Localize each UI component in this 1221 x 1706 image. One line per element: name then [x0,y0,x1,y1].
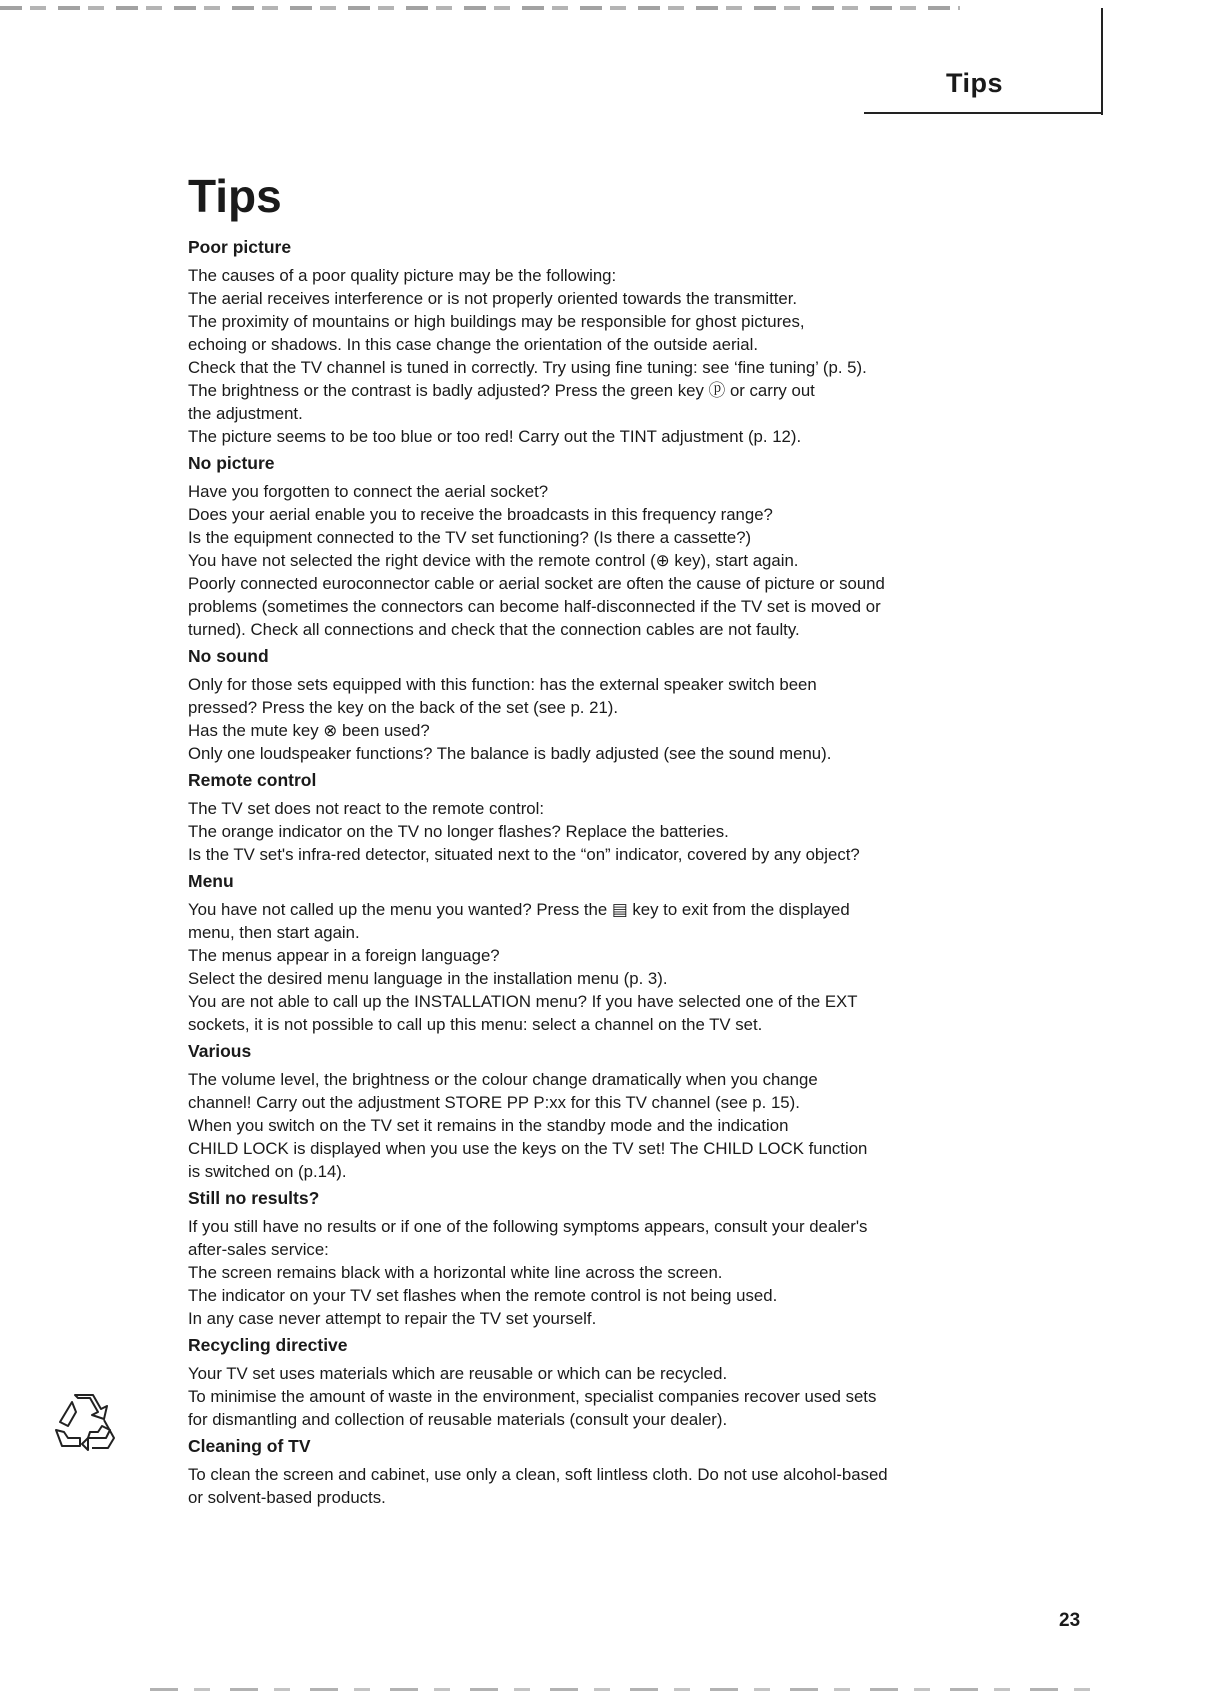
section-line: for dismantling and collection of reusable materials (consult your dealer). [188,1410,728,1429]
section-heading: Poor picture [188,237,292,257]
section-line: Your TV set uses materials which are reusable or which can be recycled. [188,1364,728,1383]
section-line: menu, then start again. [188,923,360,942]
tips-section [188,449,1008,641]
section-line: sockets, it is not possible to call up this menu: select a channel on the TV set. [188,1015,763,1034]
section-line: The aerial receives interference or is not properly oriented towards the transmitter. [188,289,798,308]
section-line: To minimise the amount of waste in the environment, specialist companies recover used sets [188,1387,877,1406]
section-line: is switched on (p.14). [188,1162,347,1181]
section-line: The causes of a poor quality picture may be the following: [188,266,617,285]
section-line: In any case never attempt to repair the TV set yourself. [188,1309,597,1328]
section-heading: Recycling directive [188,1335,348,1355]
section-line: You have not called up the menu you wanted? Press the ▤ key to exit from the displayed [188,900,850,919]
section-line: When you switch on the TV set it remains in the standby mode and the indication [188,1116,789,1135]
section-heading: Remote control [188,770,317,790]
section-line: You have not selected the right device with the remote control (⊕ key), start again. [188,551,799,570]
section-line: You are not able to call up the INSTALLATION menu? If you have selected one of the EXT [188,992,858,1011]
tips-section [188,1184,1008,1330]
section-heading: Still no results? [188,1188,320,1208]
section-line: The brightness or the contrast is badly adjusted? Press the green key ⓟ or carry out [188,381,815,400]
section-heading: No picture [188,453,275,473]
tips-section [188,867,1008,1036]
page-title: Tips [188,170,282,222]
section-line: Does your aerial enable you to receive the broadcasts in this frequency range? [188,505,773,524]
tips-content [188,233,1008,1510]
section-line: or solvent-based products. [188,1488,386,1507]
section-line: The screen remains black with a horizontal white line across the screen. [188,1263,723,1282]
tips-section [188,1037,1008,1183]
tips-section [188,766,1008,866]
section-heading: Various [188,1041,252,1061]
section-heading: Cleaning of TV [188,1436,311,1456]
section-heading: No sound [188,646,269,666]
section-line: Only for those sets equipped with this function: has the external speaker switch been [188,675,817,694]
recycle-icon [48,1392,120,1464]
header-rule-horizontal [864,112,1102,114]
section-line: Has the mute key ⊗ been used? [188,721,430,740]
section-line: The indicator on your TV set flashes when the remote control is not being used. [188,1286,778,1305]
section-line: the adjustment. [188,404,303,423]
section-line: The menus appear in a foreign language? [188,946,500,965]
section-line: Only one loudspeaker functions? The balance is badly adjusted (see the sound menu). [188,744,832,763]
section-line: The orange indicator on the TV no longer flashes? Replace the batteries. [188,822,729,841]
section-line: CHILD LOCK is displayed when you use the keys on the TV set! The CHILD LOCK function [188,1139,868,1158]
section-line: The TV set does not react to the remote control: [188,799,545,818]
section-line: Select the desired menu language in the installation menu (p. 3). [188,969,668,988]
section-line: echoing or shadows. In this case change the orientation of the outside aerial. [188,335,758,354]
section-line: after-sales service: [188,1240,329,1259]
section-line: Poorly connected euroconnector cable or aerial socket are often the cause of picture or sound [188,574,885,593]
scan-artifact-top [0,6,960,10]
section-line: Is the TV set's infra-red detector, situated next to the “on” indicator, covered by any object? [188,845,860,864]
section-line: turned). Check all connections and check that the connection cables are not faulty. [188,620,800,639]
section-heading: Menu [188,871,234,891]
section-line: problems (sometimes the connectors can become half-disconnected if the TV set is moved or [188,597,881,616]
page-number: 23 [1059,1610,1081,1631]
tips-section [188,1331,1008,1431]
section-line: To clean the screen and cabinet, use only a clean, soft lintless cloth. Do not use alcohol-based [188,1465,888,1484]
section-line: pressed? Press the key on the back of the set (see p. 21). [188,698,619,717]
section-line: The volume level, the brightness or the colour change dramatically when you change [188,1070,818,1089]
section-line: channel! Carry out the adjustment STORE PP P:xx for this TV channel (see p. 15). [188,1093,800,1112]
tips-section [188,1432,1008,1509]
section-line: The picture seems to be too blue or too red! Carry out the TINT adjustment (p. 12). [188,427,802,446]
scan-artifact-bottom [150,1688,1090,1691]
section-line: If you still have no results or if one of the following symptoms appears, consult your dealer's [188,1217,868,1236]
running-head: Tips [946,68,1004,98]
section-line: Have you forgotten to connect the aerial socket? [188,482,549,501]
section-line: Is the equipment connected to the TV set functioning? (Is there a cassette?) [188,528,752,547]
header-rule-vertical [1101,8,1103,115]
tips-section [188,642,1008,765]
tips-section [188,233,1008,448]
section-line: The proximity of mountains or high buildings may be responsible for ghost pictures, [188,312,805,331]
section-line: Check that the TV channel is tuned in correctly. Try using fine tuning: see ‘fine tuning’ (p. 5). [188,358,867,377]
